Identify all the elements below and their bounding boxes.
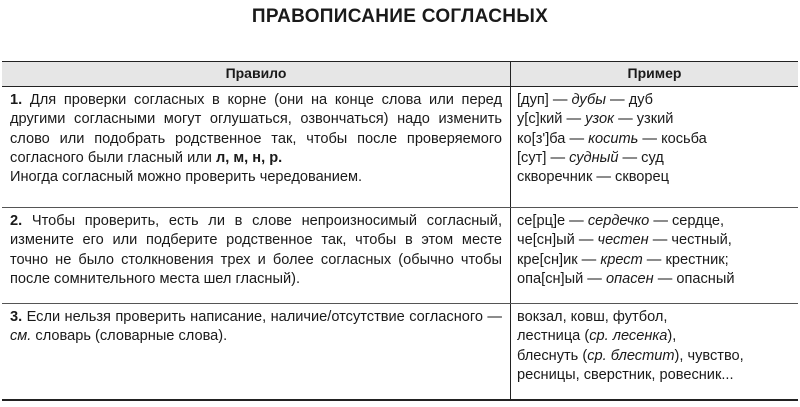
example-line: блеснуть (ср. блестит), чувство, [517,347,744,364]
example-line: [дуп] — дубы — дуб [517,92,654,108]
example-line: у[с]кий — узок — узкий [517,111,674,128]
example-line: вокзал, ковш, футбол, [517,309,668,325]
table-row [2,208,798,304]
rule-extra: Иногда согласный можно проверить чередованием. [10,169,363,186]
header-rule: Правило [2,62,511,87]
example-cell-3 [511,304,799,400]
example-line: опа[сн]ый — опасен — опасный [517,270,735,287]
rule-number: 2. [10,213,23,229]
example-line: че[сн]ый — честен — честный, [517,232,732,249]
rule-text: Если нельзя проверить написание, наличие/отсутствие согласного — [26,309,502,325]
rule-text-cont: словарь (словарные слова). [31,328,228,345]
example-line: лестница (ср. лесенка), [517,328,677,345]
header-example: Пример [511,62,799,87]
rule-number: 1. [10,92,23,108]
table-header-row [2,62,798,87]
example-line: ко[з']ба — косить — косьба [517,130,707,147]
example-line: се[рц]е — сердечко — сердце, [517,213,725,229]
example-line: ресницы, сверстник, ровесник... [517,366,734,383]
example-line: [сут] — судный — суд [517,149,664,166]
example-line: скворечник — скворец [517,169,670,186]
rule-cell-3 [2,304,511,400]
example-cell-2 [511,208,799,304]
rule-letters: л, м, н, р. [216,149,283,166]
rule-cell-1 [2,87,511,208]
rule-text: Для проверки согласных в корне (они на конце слова или перед другими согласными могут оглушаться, озвончаться) надо изменить слово или подобрать родственное так, чтобы после проверяемого согласного были гласный или [10,92,502,166]
table-row [2,304,798,400]
rule-text: Чтобы проверить, есть ли в слове непроизносимый согласный, измените его или подберите родственное так, чтобы в этом месте точно не было столкновения трех и более согласных (обычно чтобы после сомнительного места шел гласный). [10,213,502,287]
rule-see-also: см. [10,328,32,345]
table-row [2,87,798,208]
rule-cell-2 [2,208,511,304]
rules-table [2,61,798,401]
example-line: кре[сн]ик — крест — крестник; [517,251,729,268]
page-title: ПРАВОПИСАНИЕ СОГЛАСНЫХ [251,6,549,27]
example-cell-1 [511,87,799,208]
rule-number: 3. [10,309,23,325]
